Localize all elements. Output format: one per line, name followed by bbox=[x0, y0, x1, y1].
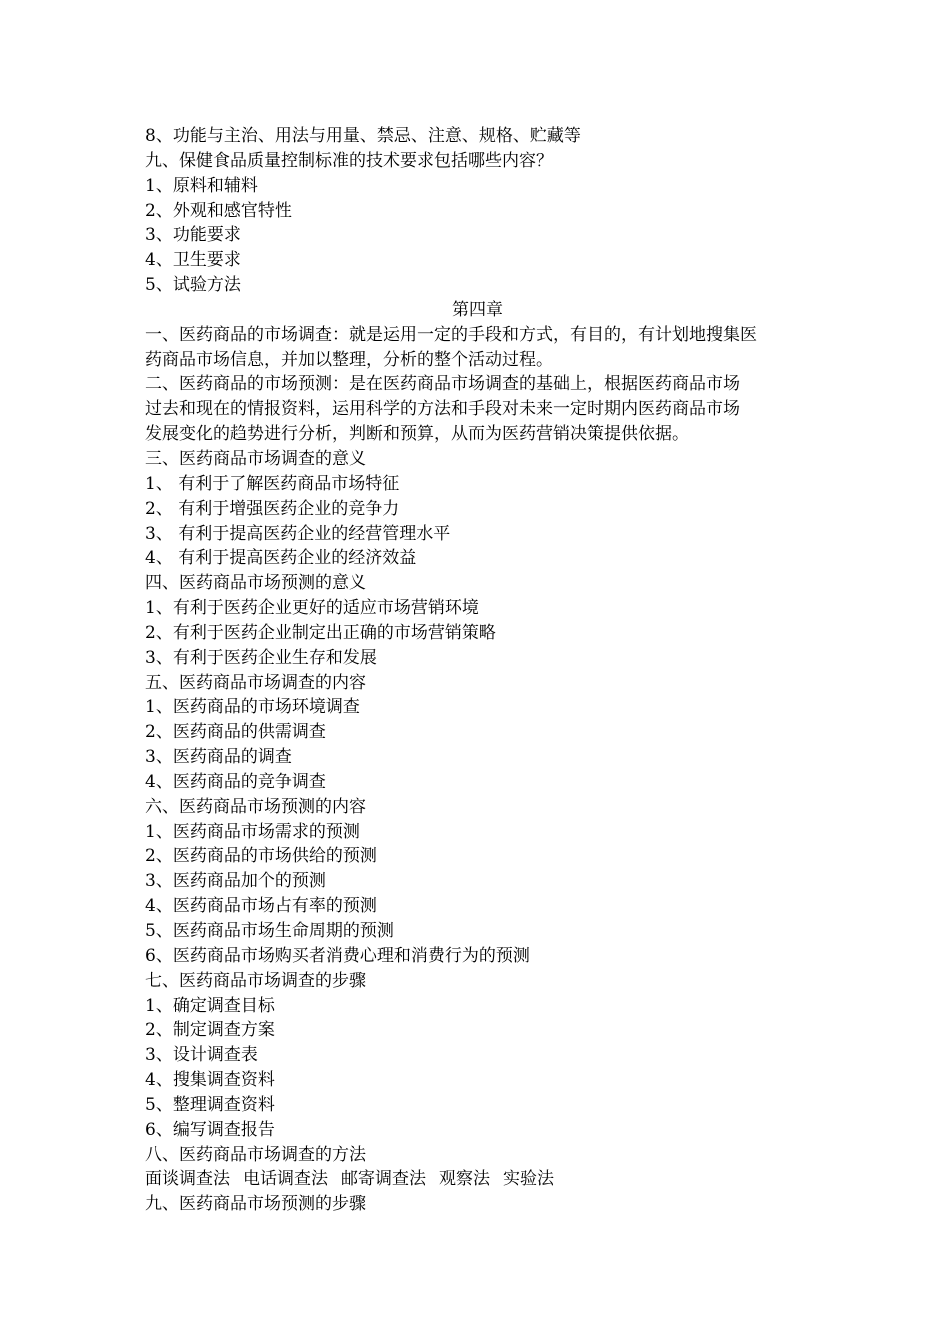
method-item: 面谈调查法 bbox=[145, 1169, 230, 1190]
list-item: 2、外观和感官特性 bbox=[145, 200, 292, 221]
method-item: 观察法 bbox=[439, 1169, 490, 1190]
section-heading: 三、医药商品市场调查的意义 bbox=[145, 448, 366, 469]
list-item: 1、确定调查目标 bbox=[145, 995, 275, 1016]
list-item: 3、医药商品加个的预测 bbox=[145, 871, 326, 892]
list-item: 1、医药商品的市场环境调查 bbox=[145, 697, 360, 718]
paragraph-line: 二、医药商品的市场预测：是在医药商品市场调查的基础上，根据医药商品市场 bbox=[145, 374, 740, 395]
list-item: 1、 有利于了解医药商品市场特征 bbox=[145, 473, 400, 494]
section-heading: 九、保健食品质量控制标准的技术要求包括哪些内容？ bbox=[145, 150, 553, 171]
list-item: 1、原料和辅料 bbox=[145, 175, 258, 196]
paragraph-line: 发展变化的趋势进行分析，判断和预算，从而为医药营销决策提供依据。 bbox=[145, 424, 689, 445]
list-item: 5、整理调查资料 bbox=[145, 1094, 275, 1115]
list-item: 3、设计调查表 bbox=[145, 1045, 258, 1066]
section-heading: 六、医药商品市场预测的内容 bbox=[145, 796, 366, 817]
list-item: 5、医药商品市场生命周期的预测 bbox=[145, 921, 394, 941]
method-item: 邮寄调查法 bbox=[341, 1169, 426, 1190]
list-item: 3、功能要求 bbox=[145, 225, 241, 246]
section-heading: 八、医药商品市场调查的方法 bbox=[145, 1144, 366, 1165]
list-item: 4、卫生要求 bbox=[145, 250, 241, 271]
list-item: 4、医药商品的竞争调查 bbox=[145, 771, 326, 792]
method-item: 电话调查法 bbox=[243, 1169, 328, 1190]
section-heading: 五、医药商品市场调查的内容 bbox=[145, 672, 366, 693]
paragraph-line: 一、医药商品的市场调查：就是运用一定的手段和方式，有目的，有计划地搜集医 bbox=[145, 324, 757, 345]
list-item: 5、试验方法 bbox=[145, 275, 241, 296]
list-item: 1、有利于医药企业更好的适应市场营销环境 bbox=[145, 598, 479, 619]
list-item: 2、有利于医药企业制定出正确的市场营销策略 bbox=[145, 622, 496, 643]
methods-line bbox=[145, 1167, 810, 1192]
list-item: 3、医药商品的调查 bbox=[145, 747, 292, 768]
list-item: 4、搜集调查资料 bbox=[145, 1070, 275, 1091]
section-heading: 四、医药商品市场预测的意义 bbox=[145, 573, 366, 594]
list-item: 2、制定调查方案 bbox=[145, 1020, 275, 1041]
list-item: 4、医药商品市场占有率的预测 bbox=[145, 896, 377, 917]
list-item: 6、编写调查报告 bbox=[145, 1119, 275, 1140]
document-body bbox=[145, 124, 810, 1217]
method-item: 实验法 bbox=[503, 1169, 554, 1190]
list-item: 1、医药商品市场需求的预测 bbox=[145, 821, 360, 842]
list-item: 2、医药商品的市场供给的预测 bbox=[145, 846, 377, 867]
chapter-title: 第四章 bbox=[452, 299, 503, 320]
list-item: 4、 有利于提高医药企业的经济效益 bbox=[145, 548, 417, 569]
list-item: 6、医药商品市场购买者消费心理和消费行为的预测 bbox=[145, 945, 530, 966]
paragraph-line: 过去和现在的情报资料，运用科学的方法和手段对未来一定时期内医药商品市场 bbox=[145, 399, 740, 420]
list-item: 3、有利于医药企业生存和发展 bbox=[145, 647, 377, 668]
paragraph-line: 药商品市场信息，并加以整理，分析的整个活动过程。 bbox=[145, 349, 553, 370]
list-item: 3、 有利于提高医药企业的经营管理水平 bbox=[145, 523, 451, 544]
section-heading: 九、医药商品市场预测的步骤 bbox=[145, 1194, 366, 1215]
list-item: 2、 有利于增强医药企业的竞争力 bbox=[145, 498, 400, 519]
list-item: 2、医药商品的供需调查 bbox=[145, 722, 326, 743]
section-heading: 七、医药商品市场调查的步骤 bbox=[145, 970, 366, 991]
text-line: 8、功能与主治、用法与用量、禁忌、注意、规格、贮藏等 bbox=[145, 126, 581, 146]
